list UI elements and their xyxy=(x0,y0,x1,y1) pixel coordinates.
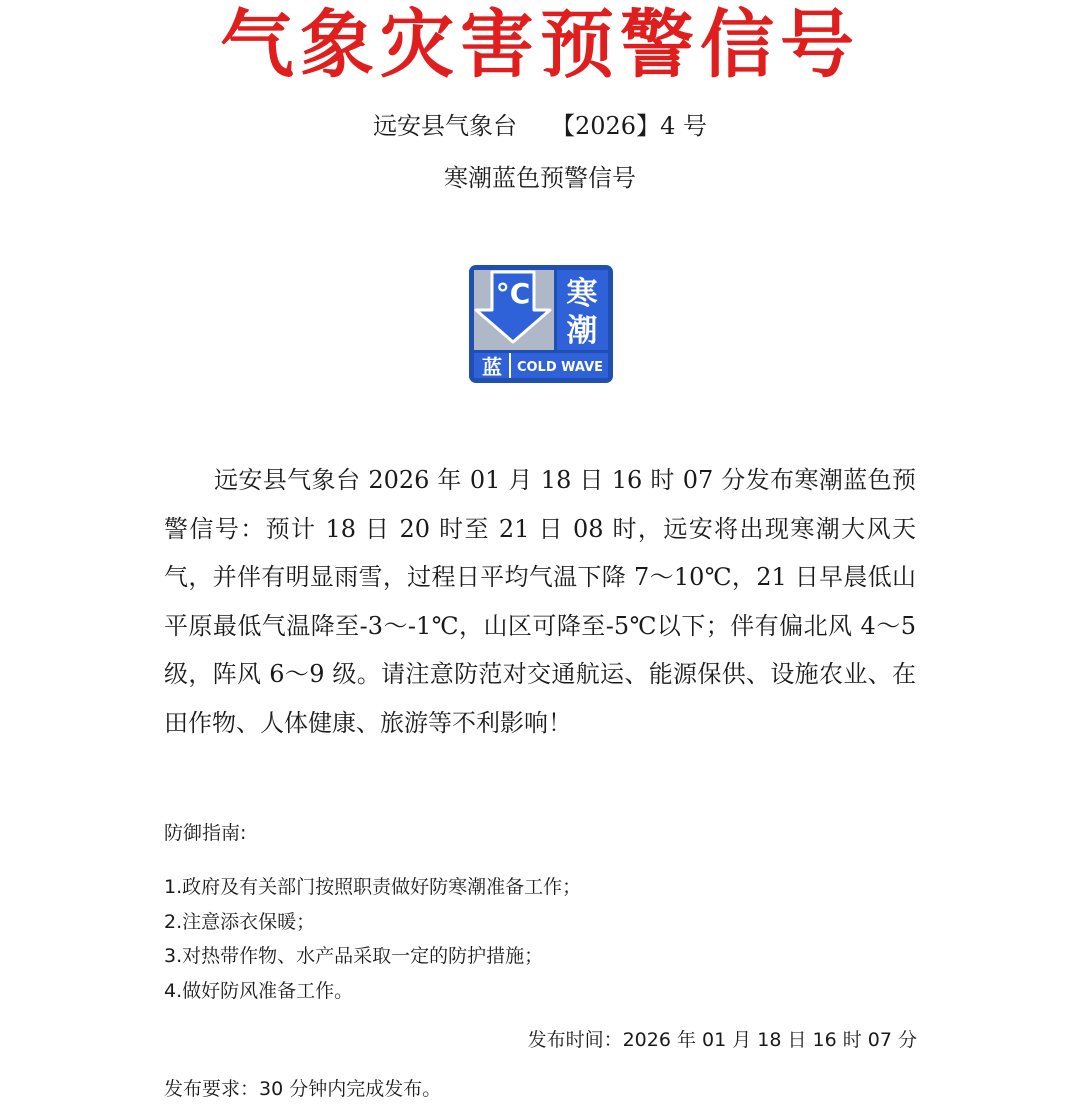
document-number: 【2026】4 号 xyxy=(551,112,707,140)
hazard-char-2: 潮 xyxy=(566,313,598,349)
level-char: 蓝 xyxy=(482,355,502,379)
warning-paragraph: 远安县气象台 2026 年 01 月 18 日 16 时 07 分发布寒潮蓝色预警信号：预计 18 日 20 时至 21 日 08 时，远安将出现寒潮大风天气，并伴有明显雨雪，过程日平均气温下降 7～10℃，21 日早晨低山平原最低气温降至-3～-1℃，山区可降至-5℃以下；伴有偏北风 4～5 级，阵风 6～9 级。请注意防范对交通航运、能源保供、设施农业、在田作物、人体健康、旅游等不利影响！ xyxy=(164,466,916,737)
release-requirement: 发布要求：30 分钟内完成发布。 xyxy=(164,1078,442,1100)
guide-heading: 防御指南: xyxy=(164,822,247,844)
banner-title: 气象灾害预警信号 xyxy=(220,2,860,88)
guide-list xyxy=(164,870,924,1008)
hazard-char-1: 寒 xyxy=(566,276,598,312)
cold-wave-blue-icon xyxy=(468,264,614,384)
english-label: COLD WAVE xyxy=(516,360,604,375)
guide-item: 3.对热带作物、水产品采取一定的防护措施； xyxy=(164,945,544,967)
guide-item: 1.政府及有关部门按照职责做好防寒潮准备工作； xyxy=(164,876,582,898)
issue-time: 发布时间：2026 年 01 月 18 日 16 时 07 分 xyxy=(527,1029,917,1051)
celsius-symbol: °C xyxy=(495,277,531,310)
issuer-name: 远安县气象台 xyxy=(373,112,517,140)
guide-item: 2.注意添衣保暖； xyxy=(164,910,316,933)
issuer-line xyxy=(0,108,1080,144)
guide-item: 4.做好防风准备工作。 xyxy=(164,979,354,1002)
signal-title: 寒潮蓝色预警信号 xyxy=(444,164,636,192)
